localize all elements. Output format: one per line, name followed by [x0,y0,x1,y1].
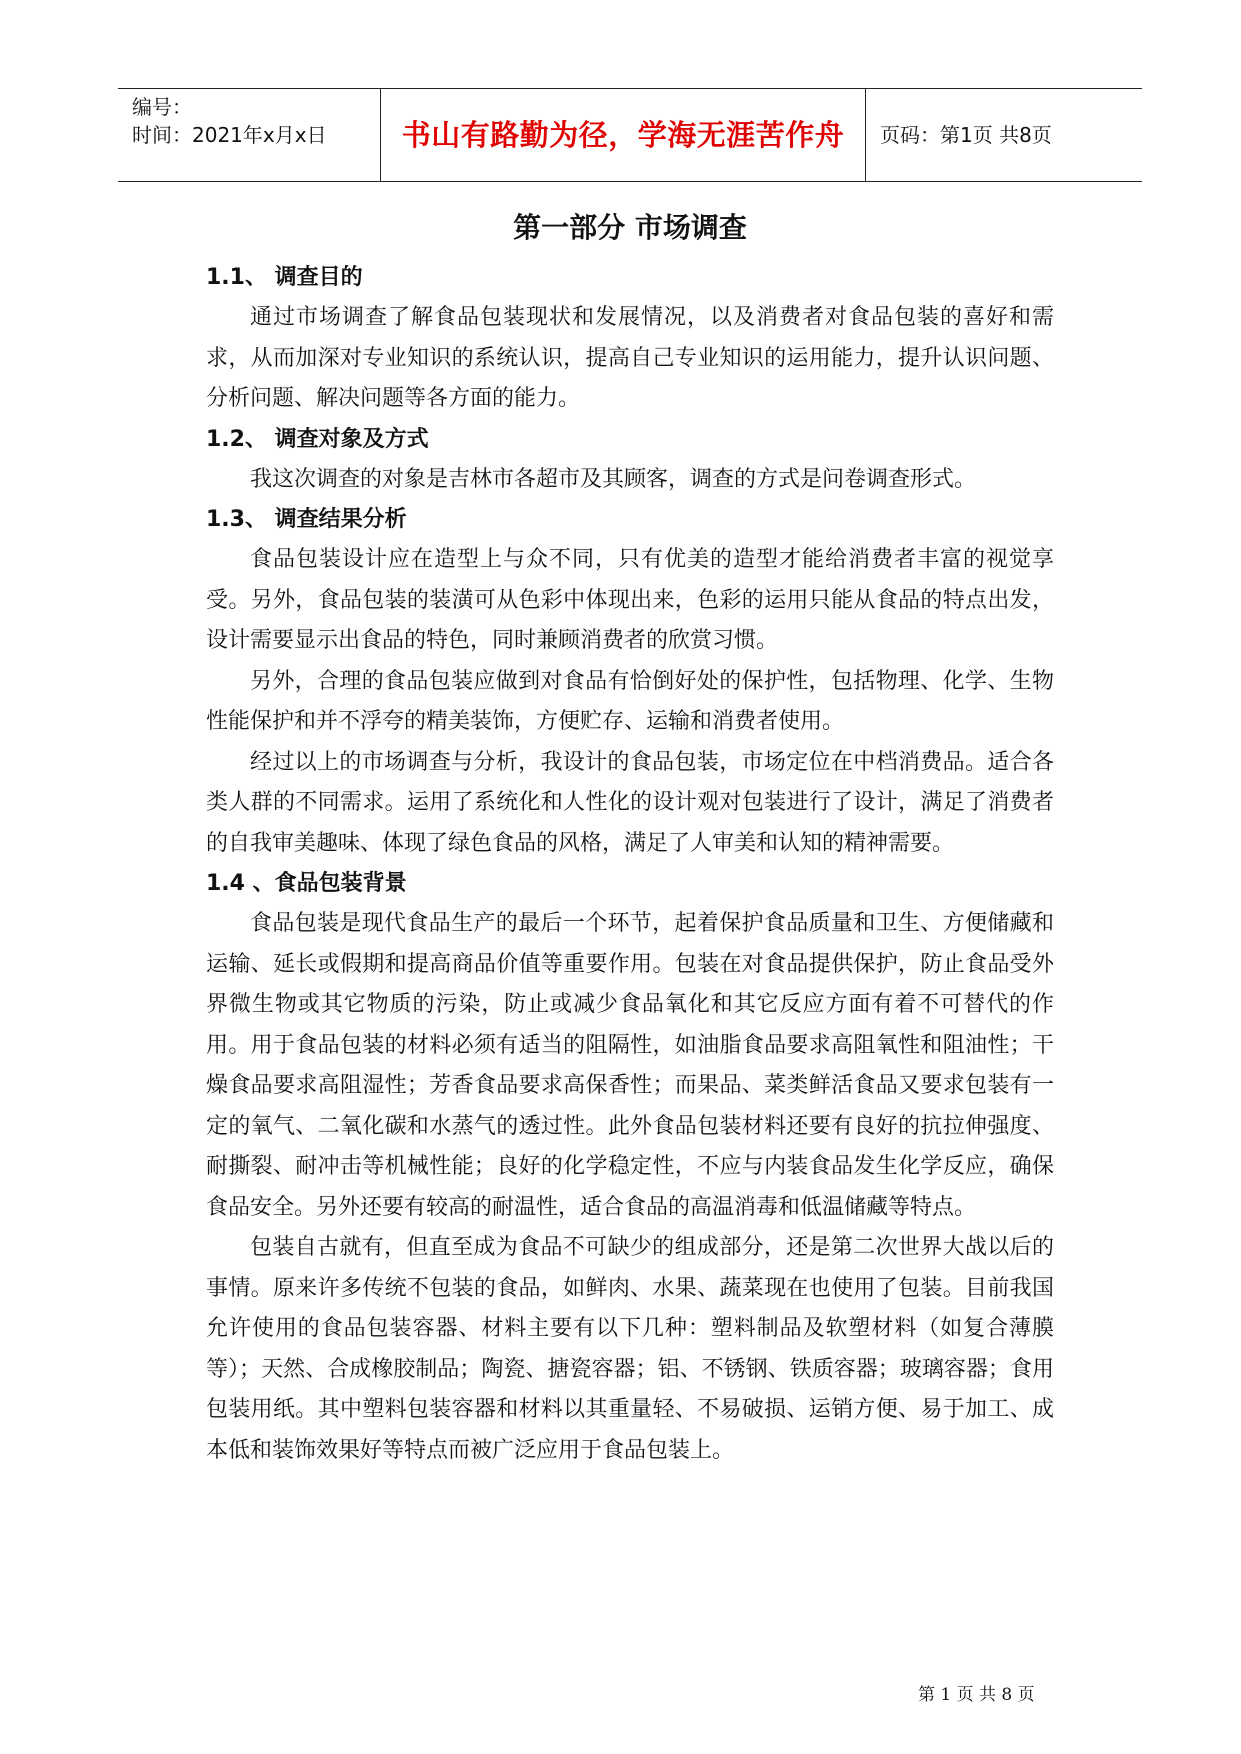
paragraph: 另外，合理的食品包装应做到对食品有恰倒好处的保护性，包括物理、化学、生物性能保护和并不浮夸的精美装饰，方便贮存、运输和消费者使用。 [206,668,1054,734]
time-label: 时间：2021年x月x日 [132,123,327,147]
paragraph: 我这次调查的对象是吉林市各超市及其顾客，调查的方式是问卷调查形式。 [250,466,977,492]
number-label: 编号： [132,95,192,119]
paragraph: 食品包装设计应在造型上与众不同，只有优美的造型才能给消费者丰富的视觉享受。另外，食品包装的装潢可从色彩中体现出来，色彩的运用只能从食品的特点出发，设计需要显示出食品的特色，同时兼顾消费者的欣赏习惯。 [206,547,1054,653]
paragraph: 经过以上的市场调查与分析，我设计的食品包装，市场定位在中档消费品。适合各类人群的不同需求。运用了系统化和人性化的设计观对包装进行了设计，满足了消费者的自我审美趣味、体现了绿色食品的风格，满足了人审美和认知的精神需要。 [206,749,1054,856]
header-table [118,88,1142,182]
section-heading-1-3: 1.3、 调查结果分析 [206,507,407,532]
page-footer: 第 1 页 共 8 页 [918,1685,1035,1705]
page-title: 第一部分 市场调查 [513,211,747,244]
section-heading-1-4: 1.4 、食品包装背景 [206,871,407,896]
paragraph: 包装自古就有，但直至成为食品不可缺少的组成部分，还是第二次世界大战以后的事情。原来许多传统不包装的食品，如鲜肉、水果、蔬菜现在也使用了包装。目前我国允许使用的食品包装容器、材料主要有以下几种：塑料制品及软塑材料（如复合薄膜等）；天然、合成橡胶制品；陶瓷、搪瓷容器；铝、不锈钢、铁质容器；玻璃容器；食用包装用纸。其中塑料包装容器和材料以其重量轻、不易破损、运销方便、易于加工、成本低和装饰效果好等特点而被广泛应用于食品包装上。 [206,1235,1054,1463]
section-heading-1-2: 1.2、 调查对象及方式 [206,426,429,452]
section-heading-1-1: 1.1、 调查目的 [206,265,363,290]
paragraph: 食品包装是现代食品生产的最后一个环节，起着保护食品质量和卫生、方便储藏和运输、延长或假期和提高商品价值等重要作用。包装在对食品提供保护，防止食品受外界微生物或其它物质的污染，防止或减少食品氧化和其它反应方面有着不可替代的作用。用于食品包装的材料必须有适当的阻隔性，如油脂食品要求高阻氧性和阻油性；干燥食品要求高阻湿性；芳香食品要求高保香性；而果品、菜类鲜活食品又要求包装有一定的氧气、二氧化碳和水蒸气的透过性。此外食品包装材料还要有良好的抗拉伸强度、耐撕裂、耐冲击等机械性能；良好的化学稳定性，不应与内装食品发生化学反应，确保食品安全。另外还要有较高的耐温性，适合食品的高温消毒和低温储藏等特点。 [206,911,1054,1220]
paragraph: 通过市场调查了解食品包装现状和发展情况，以及消费者对食品包装的喜好和需求，从而加深对专业知识的系统认识，提高自己专业知识的运用能力，提升认识问题、分析问题、解决问题等各方面的能力。 [206,305,1054,411]
header-motto: 书山有路勤为径，学海无涯苦作舟 [380,89,866,181]
header-meta [118,89,380,181]
document-body [206,200,1054,1471]
header-page-code: 页码：第1页 共8页 [880,123,1052,147]
